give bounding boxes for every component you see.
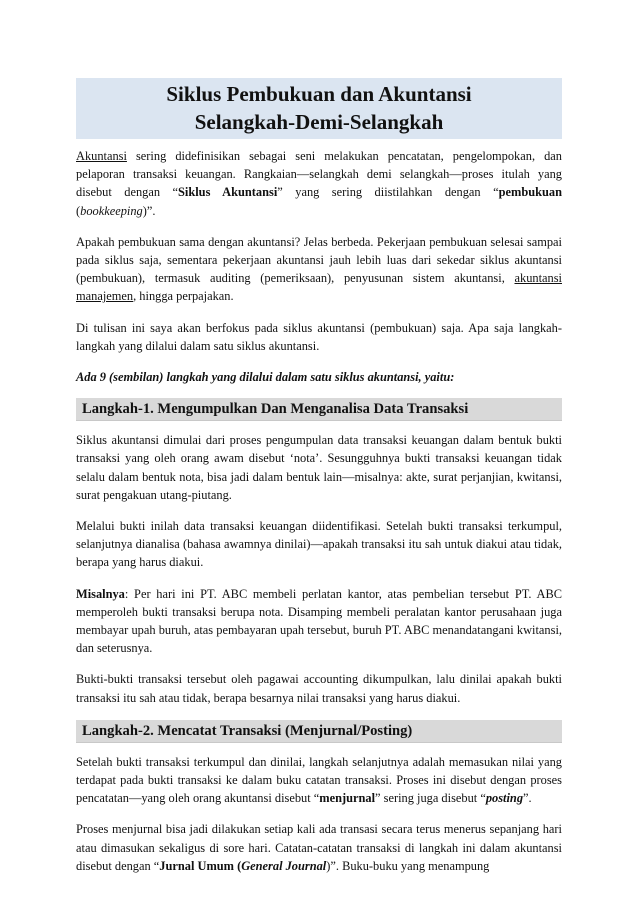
paragraph-intro-2 [76,233,562,306]
italic-term-bookkeeping: bookkeeping [80,203,143,218]
document-title [76,78,562,139]
title-line-2: Selangkah-Demi-Selangkah [194,110,444,134]
text-run: )”. Buku-buku yang menampung [326,858,490,873]
step-2-paragraph-1 [76,753,562,808]
paragraph-steps-intro: Ada 9 (sembilan) langkah yang dilalui dalam satu siklus akuntansi, yaitu: [76,370,455,385]
step-1-heading: Langkah-1. Mengumpulkan Dan Menganalisa Data Transaksi [76,398,562,421]
text-run: Setelah bukti transaksi terkumpul dan dinilai, langkah selanjutnya adalah memasukan nilai yang terdapat pada bukti transaksi ke dalam buku catatan transaksi. Proses ini disebut dengan proses pencatatan—yang oleh orang akuntansi disebut “ [76,754,562,806]
text-run: ( [76,203,81,218]
akuntansi-link[interactable]: Akuntansi [76,149,127,163]
bold-term-jurnal-umum: Jurnal Umum [159,858,234,873]
misalnya-label: Misalnya [76,586,125,601]
text-run: : Per hari ini PT. ABC membeli perlatan kantor, atas pembelian tersebut PT. ABC memperoleh bukti transaksi berupa nota. Disamping membeli peralatan kantor perusahaan juga membayar upah buruh, atas pembayaran upah tersebut, buruh PT. ABC menandatangani kwitansi, dan seterusnya. [76,586,562,656]
bold-term-pembukuan: pembukuan [498,185,562,200]
bold-term-menjurnal: menjurnal [319,791,376,806]
step-2-paragraph-2 [76,820,562,875]
title-line-1: Siklus Pembukuan dan Akuntansi [166,82,472,106]
step-1-paragraph-1: Siklus akuntansi dimulai dari proses pengumpulan data transaksi keuangan dalam bentuk bukti transaksi yang oleh orang awam disebut ‘nota’. Sesungguhnya bukti transaksi keuangan tidak selalu dalam bentuk nota, bisa jadi dalam bentuk lain—misalnya: akte, surat perjanjian, kwitansi, surat pengakuan utang-piutang. [76,433,562,502]
document-page [76,78,562,888]
text-run: ” yang sering diistilahkan dengan “ [277,185,499,200]
bold-italic-term-posting: posting [485,791,524,806]
text-run: ” sering juga disebut “ [375,791,486,806]
text-run: sering didefinisikan sebagai seni melakukan pencatatan, pengelompokan, dan pelaporan transaksi keuangan. Rangkaian—selangkah demi selangkah—proses itulah yang disebut dengan “ [76,149,562,200]
step-1-paragraph-2: Melalui bukti inilah data transaksi keuangan diidentifikasi. Setelah bukti transaksi terkumpul, selanjutnya dianalisa (bahasa awamnya dinilai)—apakah transaksi itu sah untuk diakui atau tidak, berapa yang harus diakui. [76,519,562,570]
text-run: Proses menjurnal bisa jadi dilakukan setiap kali ada transasi secara terus menerus sepanjang hari atau dimasukan sekaligus di sore hari. Catatan-catatan transaksi di langkah ini dalam akuntansi disebut dengan “ [76,822,562,873]
text-run: Apakah pembukuan sama dengan akuntansi? Jelas berbeda. Pekerjaan pembukuan selesai sampai pada siklus saja, sementara pekerjaan akuntansi jauh lebih luas dari sekedar siklus akuntansi (pembukuan), termasuk auditing (pemeriksaan), penyusunan sistem akuntansi, [76,234,562,286]
bold-italic-term-general-journal: General Journal [241,858,327,873]
bold-term-siklus-akuntansi: Siklus Akuntansi [178,185,278,200]
akuntansi-manajemen-link[interactable]: akuntansi manajemen [76,271,562,304]
paragraph-intro-3: Di tulisan ini saya akan berfokus pada siklus akuntansi (pembukuan) saja. Apa saja langkah-langkah yang dilalui dalam satu siklus akuntansi. [76,320,562,353]
text-run: )”. [142,203,156,218]
text-run: , hingga perpajakan. [133,289,234,304]
step-2-heading: Langkah-2. Mencatat Transaksi (Menjurnal/Posting) [76,720,562,743]
paragraph-intro-1 [76,147,562,220]
text-run: ( [233,858,242,873]
text-run: ”. [523,791,532,806]
step-1-paragraph-4: Bukti-bukti transaksi tersebut oleh pagawai accounting dikumpulkan, lalu dinilai apakah bukti transaksi itu sah atau tidak, berapa besarnya nilai transaksi yang harus diakui. [76,672,562,705]
step-1-paragraph-3 [76,585,562,658]
